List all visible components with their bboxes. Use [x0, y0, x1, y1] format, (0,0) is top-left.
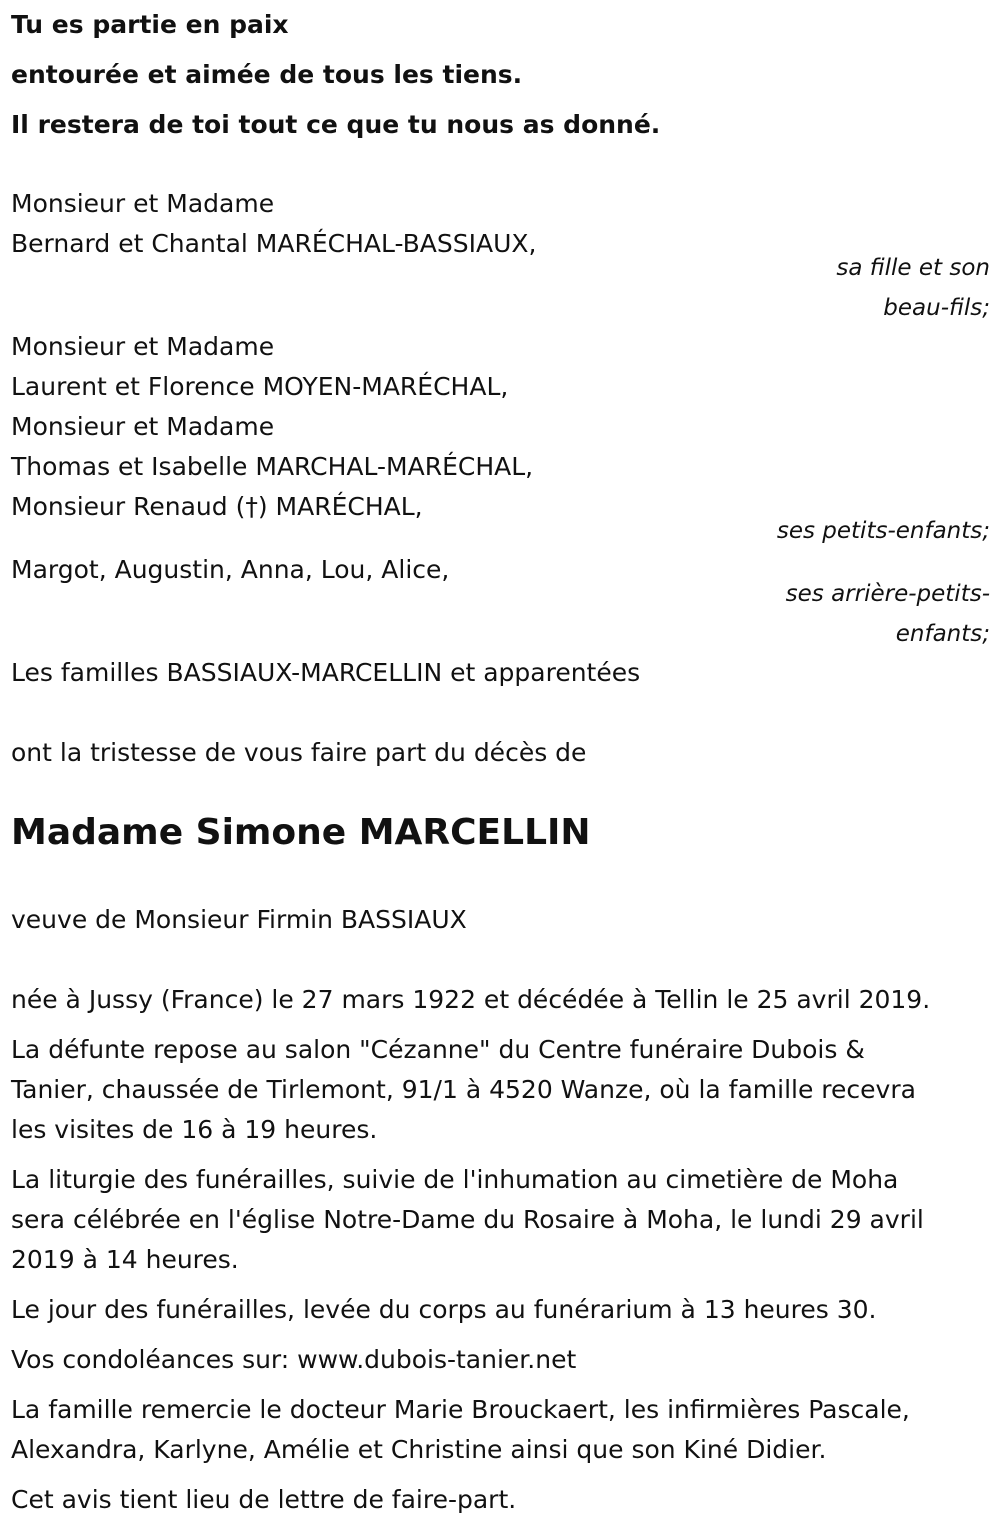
liturgy-line: sera célébrée en l'église Notre-Dame du Rosaire à Moha, le lundi 29 avril — [11, 1205, 924, 1234]
levee-line: Le jour des funérailles, levée du corps au funérarium à 13 heures 30. — [11, 1295, 877, 1324]
grandchild-line: Monsieur et Madame — [11, 412, 275, 441]
great-grandchildren: Margot, Augustin, Anna, Lou, Alice, — [11, 555, 450, 584]
daughter-relation-line-1: sa fille et son — [836, 255, 990, 281]
birth-death-line: née à Jussy (France) le 27 mars 1922 et décédée à Tellin le 25 avril 2019. — [11, 985, 931, 1014]
great-grandchildren-relation-line-1: ses arrière-petits- — [785, 581, 990, 607]
announcement-text: ont la tristesse de vous faire part du décès de — [11, 738, 587, 767]
closing-line: Cet avis tient lieu de lettre de faire-part. — [11, 1485, 517, 1514]
poem-line-3: Il restera de toi tout ce que tu nous as donné. — [11, 110, 661, 139]
liturgy-line: 2019 à 14 heures. — [11, 1245, 239, 1274]
deceased-name: Madame Simone MARCELLIN — [11, 812, 591, 853]
rest-line: Tanier, chaussée de Tirlemont, 91/1 à 4520 Wanze, où la famille recevra — [11, 1075, 916, 1104]
liturgy-line: La liturgie des funérailles, suivie de l'inhumation au cimetière de Moha — [11, 1165, 899, 1194]
poem-line-1: Tu es partie en paix — [11, 10, 289, 39]
widow-of: veuve de Monsieur Firmin BASSIAUX — [11, 905, 467, 934]
thanks-line: La famille remercie le docteur Marie Brouckaert, les infirmières Pascale, — [11, 1395, 910, 1424]
rest-line: La défunte repose au salon "Cézanne" du Centre funéraire Dubois & — [11, 1035, 865, 1064]
grandchildren-relation: ses petits-enfants; — [776, 518, 990, 544]
families-line: Les familles BASSIAUX-MARCELLIN et apparentées — [11, 658, 641, 687]
poem-line-2: entourée et aimée de tous les tiens. — [11, 60, 523, 89]
condolences-line: Vos condoléances sur: www.dubois-tanier.net — [11, 1345, 577, 1374]
daughter-relation-line-2: beau-fils; — [883, 295, 990, 321]
grandchild-line: Laurent et Florence MOYEN-MARÉCHAL, — [11, 372, 509, 401]
rest-line: les visites de 16 à 19 heures. — [11, 1115, 378, 1144]
grandchild-line: Thomas et Isabelle MARCHAL-MARÉCHAL, — [11, 452, 534, 481]
great-grandchildren-relation-line-2: enfants; — [895, 621, 990, 647]
daughter-title: Monsieur et Madame — [11, 189, 275, 218]
daughter-names: Bernard et Chantal MARÉCHAL-BASSIAUX, — [11, 229, 537, 258]
grandchild-line: Monsieur et Madame — [11, 332, 275, 361]
grandchild-line: Monsieur Renaud (†) MARÉCHAL, — [11, 492, 423, 521]
thanks-line: Alexandra, Karlyne, Amélie et Christine ainsi que son Kiné Didier. — [11, 1435, 827, 1464]
